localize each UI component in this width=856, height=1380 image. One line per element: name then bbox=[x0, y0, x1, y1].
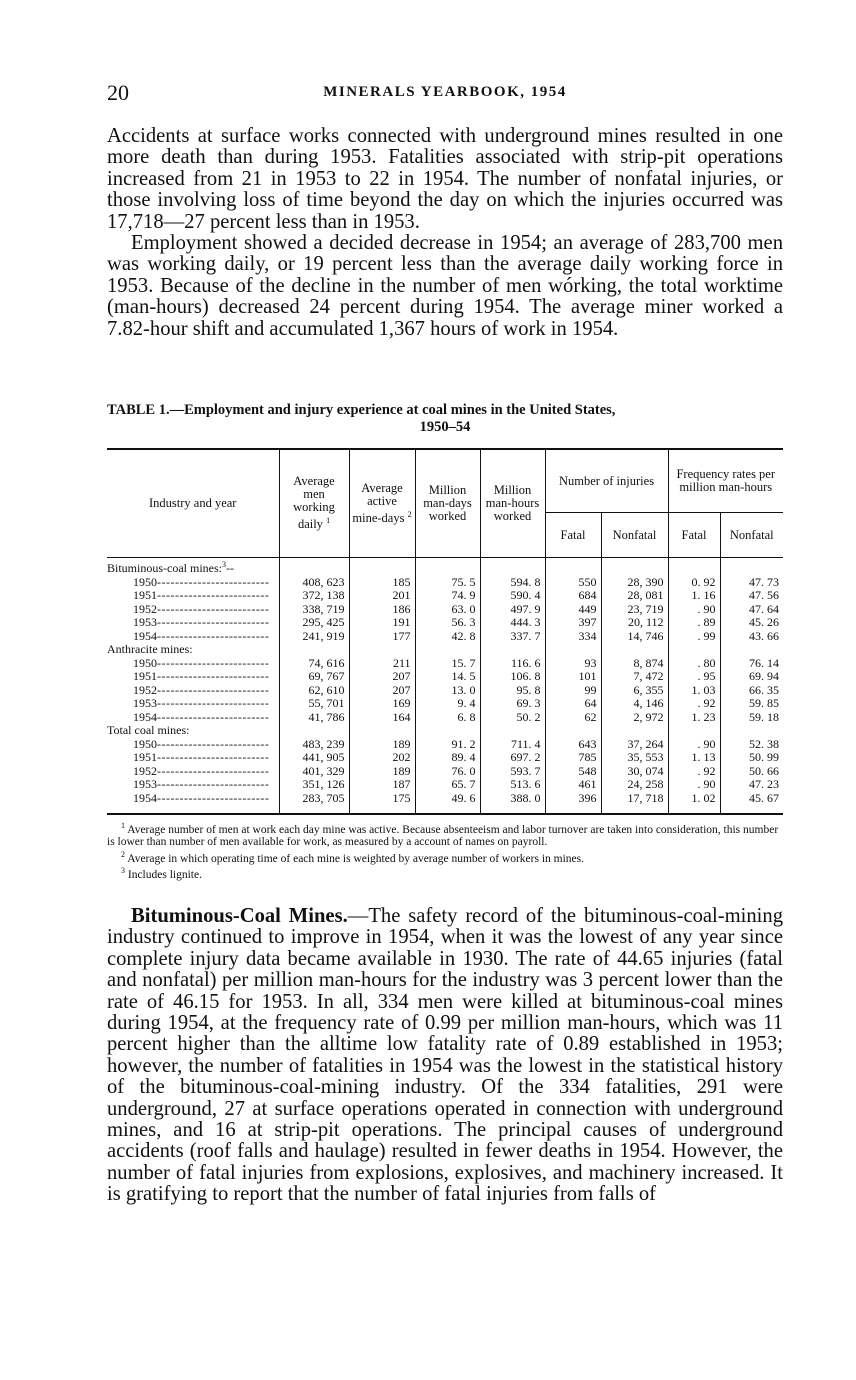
cell-fatal-rate: 1. 16 bbox=[668, 589, 720, 603]
cell-days: 164 bbox=[349, 711, 415, 725]
cell-men: 408, 623 bbox=[279, 576, 349, 590]
row-year: 1950------------------------- bbox=[133, 574, 270, 589]
cell-fatal-rate: 1. 13 bbox=[668, 751, 720, 765]
cell-days: 185 bbox=[349, 576, 415, 590]
col-header-nonfatal: Nonfatal bbox=[601, 513, 668, 558]
row-year: 1950------------------------- bbox=[133, 736, 270, 751]
cell-man-days: 6. 8 bbox=[415, 711, 480, 725]
cell-nonfatal-rate: 66. 35 bbox=[720, 684, 783, 698]
footnotes bbox=[107, 820, 783, 881]
cell-nonfatal: 14, 746 bbox=[601, 630, 668, 644]
cell-nonfatal-rate: 52. 38 bbox=[720, 738, 783, 752]
cell-men: 351, 126 bbox=[279, 778, 349, 792]
cell-man-hours: 497. 9 bbox=[480, 603, 545, 617]
cell-fatal-rate: . 80 bbox=[668, 657, 720, 671]
cell-fatal: 461 bbox=[545, 778, 601, 792]
cell-man-hours: 513. 6 bbox=[480, 778, 545, 792]
cell-men: 441, 905 bbox=[279, 751, 349, 765]
section-label: Bituminous-coal mines:$^3$-- bbox=[107, 560, 234, 575]
cell-fatal: 64 bbox=[545, 697, 601, 711]
cell-man-hours: 697. 2 bbox=[480, 751, 545, 765]
cell-nonfatal: 20, 112 bbox=[601, 616, 668, 630]
cell-man-days: 9. 4 bbox=[415, 697, 480, 711]
table-row bbox=[107, 589, 783, 603]
paragraph: Employment showed a decided decrease in 1954; an average of 283,700 men was working daily, or 19 percent less than the average daily working force in 1953. Because of the decline in the number of men wórking, the total worktime (man-hours) decreased 24 percent during 1954. The average miner worked a 7.82-hour shift and accumulated 1,367 hours of work in 1954. bbox=[107, 232, 783, 340]
cell-fatal-rate: . 90 bbox=[668, 603, 720, 617]
cell-nonfatal-rate: 50. 66 bbox=[720, 765, 783, 779]
table-row bbox=[107, 751, 783, 765]
cell-fatal: 550 bbox=[545, 576, 601, 590]
cell-fatal-rate: . 99 bbox=[668, 630, 720, 644]
cell-fatal: 99 bbox=[545, 684, 601, 698]
injury-table bbox=[107, 448, 783, 815]
paragraph: Accidents at surface works connected with underground mines resulted in one more death than during 1953. Fatalities associated with strip-pit operations increased from 21 in 1953 to 22 in 1954. The number of nonfatal injuries, or those involving loss of time beyond the day on which the injuries occurred was 17,718—27 percent less than in 1953. bbox=[107, 125, 783, 233]
cell-nonfatal-rate: 69. 94 bbox=[720, 670, 783, 684]
cell-nonfatal: 24, 258 bbox=[601, 778, 668, 792]
row-year: 1950------------------------- bbox=[133, 655, 270, 670]
cell-nonfatal: 8, 874 bbox=[601, 657, 668, 671]
cell-fatal-rate: 0. 92 bbox=[668, 576, 720, 590]
cell-fatal-rate: 1. 02 bbox=[668, 792, 720, 815]
intro-text bbox=[107, 126, 783, 340]
cell-nonfatal-rate: 47. 73 bbox=[720, 576, 783, 590]
cell-days: 187 bbox=[349, 778, 415, 792]
table-row bbox=[107, 630, 783, 644]
cell-nonfatal: 23, 719 bbox=[601, 603, 668, 617]
cell-nonfatal: 30, 074 bbox=[601, 765, 668, 779]
cell-fatal: 548 bbox=[545, 765, 601, 779]
row-year: 1954------------------------- bbox=[133, 628, 270, 643]
cell-men: 74, 616 bbox=[279, 657, 349, 671]
col-header-frequency: Frequency rates per million man-hours bbox=[668, 449, 783, 513]
cell-nonfatal-rate: 43. 66 bbox=[720, 630, 783, 644]
cell-man-days: 91. 2 bbox=[415, 738, 480, 752]
table-row bbox=[107, 616, 783, 630]
cell-man-hours: 69. 3 bbox=[480, 697, 545, 711]
cell-man-hours: 388. 0 bbox=[480, 792, 545, 815]
cell-fatal: 684 bbox=[545, 589, 601, 603]
cell-fatal: 785 bbox=[545, 751, 601, 765]
cell-fatal: 449 bbox=[545, 603, 601, 617]
cell-nonfatal-rate: 47. 23 bbox=[720, 778, 783, 792]
cell-man-days: 56. 3 bbox=[415, 616, 480, 630]
table-row bbox=[107, 697, 783, 711]
cell-man-hours: 711. 4 bbox=[480, 738, 545, 752]
cell-fatal-rate: . 95 bbox=[668, 670, 720, 684]
running-head bbox=[107, 80, 783, 106]
cell-nonfatal-rate: 50. 99 bbox=[720, 751, 783, 765]
cell-man-hours: 444. 3 bbox=[480, 616, 545, 630]
row-year: 1951------------------------- bbox=[133, 588, 270, 602]
cell-man-hours: 106. 8 bbox=[480, 670, 545, 684]
cell-fatal-rate: . 90 bbox=[668, 778, 720, 792]
table-caption-years: 1950–54 bbox=[419, 419, 471, 435]
cell-men: 295, 425 bbox=[279, 616, 349, 630]
cell-fatal: 334 bbox=[545, 630, 601, 644]
section-heading: Bituminous-Coal Mines. bbox=[131, 905, 348, 927]
cell-nonfatal: 7, 472 bbox=[601, 670, 668, 684]
footnote: $^2$ Average in which operating time of each mine is weighted by average number of workers in mines. bbox=[121, 849, 585, 865]
cell-fatal: 397 bbox=[545, 616, 601, 630]
cell-nonfatal: 37, 264 bbox=[601, 738, 668, 752]
cell-fatal-rate: . 92 bbox=[668, 765, 720, 779]
footnote: $^1$ Average number of men at work each day mine was active. Because absenteeism and labor turnover are taken into consideration, this number is lower than number of men available for work, as measured by a account of names on payroll. bbox=[107, 821, 779, 849]
cell-men: 41, 786 bbox=[279, 711, 349, 725]
col-header-avg-days: Average active mine-days $^2$ bbox=[349, 449, 415, 558]
row-year: 1953------------------------- bbox=[133, 696, 270, 710]
cell-days: 177 bbox=[349, 630, 415, 644]
cell-man-days: 42. 8 bbox=[415, 630, 480, 644]
cell-man-hours: 116. 6 bbox=[480, 657, 545, 671]
footnote: $^3$ Includes lignite. bbox=[121, 866, 202, 881]
table-row bbox=[107, 778, 783, 792]
col-header-fatal-rate: Fatal bbox=[668, 513, 720, 558]
cell-man-days: 14. 5 bbox=[415, 670, 480, 684]
row-year: 1952------------------------- bbox=[133, 682, 270, 697]
cell-man-days: 15. 7 bbox=[415, 657, 480, 671]
table-caption-title: TABLE 1.—Employment and injury experience at coal mines in the United States, bbox=[107, 402, 616, 418]
table-row bbox=[107, 657, 783, 671]
cell-fatal: 101 bbox=[545, 670, 601, 684]
cell-man-hours: 50. 2 bbox=[480, 711, 545, 725]
cell-nonfatal: 28, 081 bbox=[601, 589, 668, 603]
page-number: 20 bbox=[107, 80, 129, 105]
cell-days: 207 bbox=[349, 670, 415, 684]
col-header-avg-men: Average men working daily $^1$ bbox=[279, 449, 349, 558]
table-row bbox=[107, 765, 783, 779]
cell-nonfatal: 2, 972 bbox=[601, 711, 668, 725]
cell-man-hours: 593. 7 bbox=[480, 765, 545, 779]
cell-days: 186 bbox=[349, 603, 415, 617]
row-year: 1954------------------------- bbox=[133, 790, 270, 805]
col-header-industry: Industry and year bbox=[107, 449, 279, 558]
cell-days: 202 bbox=[349, 751, 415, 765]
cell-days: 201 bbox=[349, 589, 415, 603]
table-row bbox=[107, 576, 783, 590]
cell-man-days: 75. 5 bbox=[415, 576, 480, 590]
cell-fatal: 643 bbox=[545, 738, 601, 752]
cell-nonfatal: 6, 355 bbox=[601, 684, 668, 698]
table-body bbox=[107, 558, 783, 815]
cell-days: 191 bbox=[349, 616, 415, 630]
cell-men: 69, 767 bbox=[279, 670, 349, 684]
cell-man-hours: 590. 4 bbox=[480, 589, 545, 603]
cell-man-hours: 95. 8 bbox=[480, 684, 545, 698]
cell-fatal-rate: . 92 bbox=[668, 697, 720, 711]
cell-man-days: 63. 0 bbox=[415, 603, 480, 617]
table-caption bbox=[107, 402, 783, 436]
cell-fatal: 396 bbox=[545, 792, 601, 815]
col-header-man-days: Million man-days worked bbox=[415, 449, 480, 558]
cell-nonfatal-rate: 59. 85 bbox=[720, 697, 783, 711]
cell-nonfatal: 28, 390 bbox=[601, 576, 668, 590]
row-year: 1952------------------------- bbox=[133, 601, 270, 616]
cell-fatal: 93 bbox=[545, 657, 601, 671]
cell-fatal-rate: . 90 bbox=[668, 738, 720, 752]
row-year: 1953------------------------- bbox=[133, 777, 270, 791]
cell-days: 189 bbox=[349, 765, 415, 779]
cell-man-days: 65. 7 bbox=[415, 778, 480, 792]
cell-nonfatal-rate: 59. 18 bbox=[720, 711, 783, 725]
bituminous-section bbox=[107, 906, 783, 1206]
table-row bbox=[107, 792, 783, 815]
cell-nonfatal-rate: 47. 56 bbox=[720, 589, 783, 603]
row-year: 1952------------------------- bbox=[133, 763, 270, 778]
cell-fatal-rate: . 89 bbox=[668, 616, 720, 630]
cell-nonfatal: 4, 146 bbox=[601, 697, 668, 711]
cell-fatal: 62 bbox=[545, 711, 601, 725]
cell-nonfatal: 35, 553 bbox=[601, 751, 668, 765]
cell-man-days: 49. 6 bbox=[415, 792, 480, 815]
cell-men: 62, 610 bbox=[279, 684, 349, 698]
paragraph: Bituminous-Coal Mines.—The safety record of the bituminous-coal-mining industry continued to improve in 1954, when it was the lowest of any year since complete injury data became available in 1930. The rate of 44.65 injuries (fatal and nonfatal) per million man-hours for the industry was 3 percent lower than the rate of 46.15 for 1953. In all, 334 men were killed at bituminous-coal mines during 1954, at the frequency rate of 0.99 per million man-hours, which was 11 percent higher than the alltime low fatality rate of 0.89 established in 1953; however, the number of fatalities in 1954 was the lowest in the statistical history of the bituminous-coal-mining industry. Of the 334 fatalities, 291 were underground, 27 at surface operations operated in connection with underground mines, and 16 at strip-pit operations. The principal causes of underground accidents (roof falls and haulage) resulted in fewer deaths in 1954. However, the number of fatal injuries from explosions, explosives, and machinery increased. It is gratifying to report that the number of fatal injuries from falls of bbox=[107, 905, 783, 1206]
cell-nonfatal: 17, 718 bbox=[601, 792, 668, 815]
row-year: 1951------------------------- bbox=[133, 669, 270, 683]
cell-fatal-rate: 1. 03 bbox=[668, 684, 720, 698]
col-header-nonfatal-rate: Nonfatal bbox=[720, 513, 783, 558]
cell-days: 207 bbox=[349, 684, 415, 698]
running-title: MINERALS YEARBOOK, 1954 bbox=[323, 84, 567, 100]
table-container bbox=[107, 448, 783, 815]
cell-men: 283, 705 bbox=[279, 792, 349, 815]
cell-days: 169 bbox=[349, 697, 415, 711]
table-row bbox=[107, 684, 783, 698]
cell-man-days: 74. 9 bbox=[415, 589, 480, 603]
row-year: 1954------------------------- bbox=[133, 709, 270, 724]
table-row bbox=[107, 738, 783, 752]
cell-days: 175 bbox=[349, 792, 415, 815]
cell-days: 211 bbox=[349, 657, 415, 671]
table-row bbox=[107, 603, 783, 617]
cell-man-hours: 594. 8 bbox=[480, 576, 545, 590]
col-header-fatal: Fatal bbox=[545, 513, 601, 558]
cell-men: 372, 138 bbox=[279, 589, 349, 603]
section-label: Total coal mines: bbox=[107, 723, 190, 737]
row-year: 1953------------------------- bbox=[133, 615, 270, 629]
cell-man-days: 89. 4 bbox=[415, 751, 480, 765]
cell-fatal-rate: 1. 23 bbox=[668, 711, 720, 725]
col-header-injuries: Number of injuries bbox=[545, 449, 668, 513]
cell-nonfatal-rate: 45. 26 bbox=[720, 616, 783, 630]
cell-men: 55, 701 bbox=[279, 697, 349, 711]
cell-men: 483, 239 bbox=[279, 738, 349, 752]
cell-men: 401, 329 bbox=[279, 765, 349, 779]
cell-man-days: 76. 0 bbox=[415, 765, 480, 779]
cell-man-days: 13. 0 bbox=[415, 684, 480, 698]
cell-nonfatal-rate: 76. 14 bbox=[720, 657, 783, 671]
cell-men: 338, 719 bbox=[279, 603, 349, 617]
section-label: Anthracite mines: bbox=[107, 642, 193, 656]
cell-nonfatal-rate: 45. 67 bbox=[720, 792, 783, 815]
table-row bbox=[107, 711, 783, 725]
cell-men: 241, 919 bbox=[279, 630, 349, 644]
cell-man-hours: 337. 7 bbox=[480, 630, 545, 644]
cell-nonfatal-rate: 47. 64 bbox=[720, 603, 783, 617]
table-row bbox=[107, 670, 783, 684]
col-header-man-hours: Million man-hours worked bbox=[480, 449, 545, 558]
cell-days: 189 bbox=[349, 738, 415, 752]
row-year: 1951------------------------- bbox=[133, 750, 270, 764]
